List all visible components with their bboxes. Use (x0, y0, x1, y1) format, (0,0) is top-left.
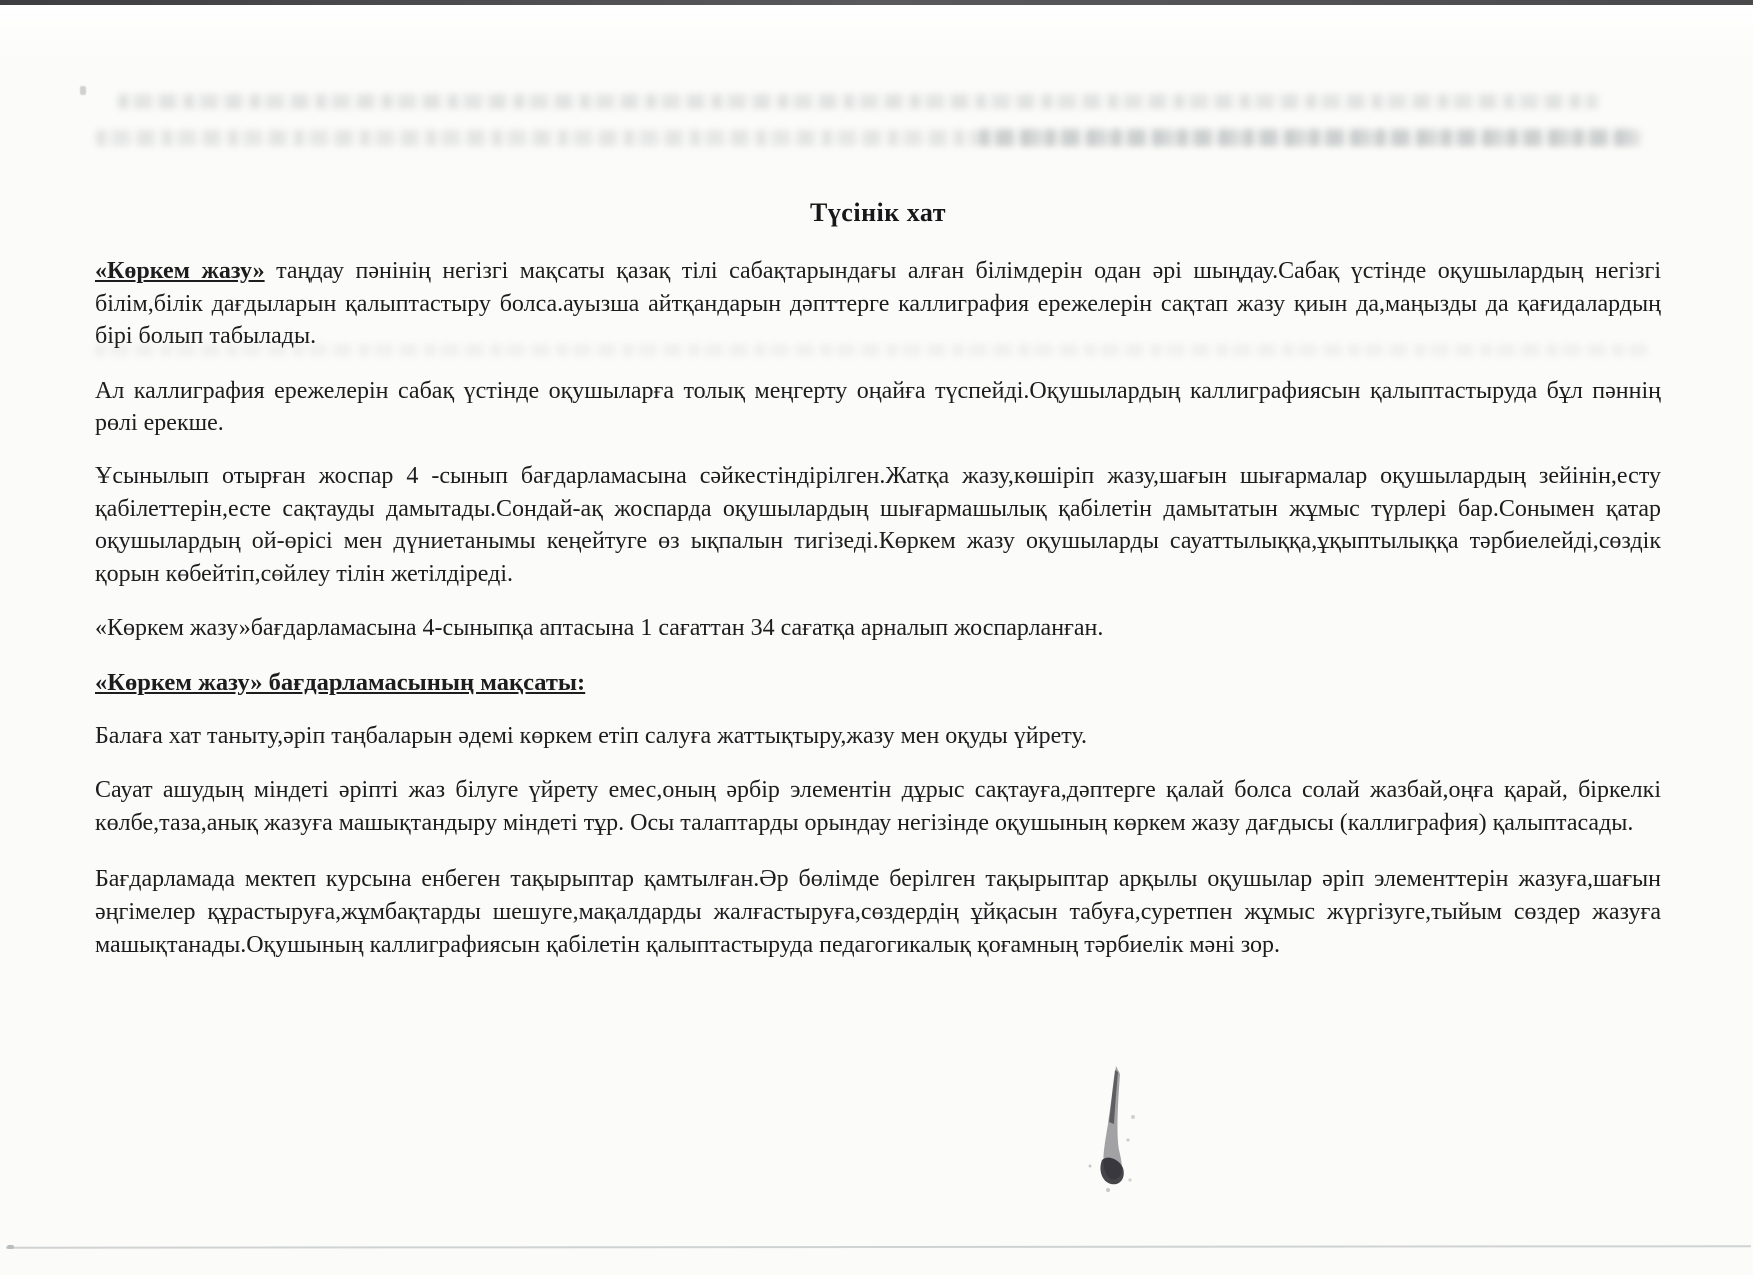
paragraph-intro (95, 255, 1661, 353)
paragraph-intro-text: таңдау пәнінің негізгі мақсаты қазақ тілі сабақтарындағы алған білімдерін одан әрі шыңдау.Сабақ үстінде оқушылардың негізгі білім,білік дағдыларын қалыптастыру болса.ауызша айтқандарын дәпттерге каллиграфия ережелерін сақтап жазу қиын да,маңызды да қағидалардың бірі болып табылады. (95, 258, 1661, 350)
paragraph-goal: Балаға хат таныту,әріп таңбаларын әдемі көркем етіп салуға жаттықтыру,жазу мен оқуды үйрету. (95, 722, 1088, 749)
paragraph-hours: «Көркем жазу»бағдарламасына 4-сыныпқа аптасына 1 сағаттан 34 сағатқа арналып жоспарланған. (95, 615, 1104, 642)
scan-speck (80, 86, 86, 95)
paragraph-plan-description: Ұсынылып отырған жоспар 4 -сынып бағдарламасына сәйкестіндірілген.Жатқа жазу,көшіріп жазу,шағын шығармалар оқушылардың зейінін,есту қабілеттерін,есте сақтауды дамытады.Сондай-ақ жоспарда оқушылардың шығармашылық қабілетін дамытатын жұмыс түрлері бар.Сонымен қатар оқушылардың ой-өрісі мен дүниетанымы кеңейтуге өз ықпалын тигізеді.Көркем жазу оқушыларды сауаттылыққа,ұқыптылыққа тәрбиелейді,сөздік қорын көбейтіп,сөйлеу тілін жетілдіреді. (95, 462, 1661, 587)
document-title: Түсінік хат (809, 198, 947, 227)
paragraph-literacy-task: Сауат ашудың міндеті әріпті жаз білуге үйрету емес,оның әрбір элементін дұрыс сақтауға,дәптерге қалай болса солай жазбай,оңға қарай, біркелкі көлбе,таза,анық жазуға машықтандыру міндеті тұр. Осы талаптарды орындау негізінде оқушының көркем жазу дағдысы (каллиграфия) қалыптасады. (95, 777, 1661, 836)
page-edge-shadow-nub (7, 1245, 14, 1249)
document-body (95, 0, 1661, 961)
section-heading-goal: «Көркем жазу» бағдарламасының мақсаты: (95, 668, 586, 696)
ink-smudge (1078, 1062, 1148, 1197)
paragraph-calligraphy-role: Ал каллиграфия ережелерін сабақ үстінде оқушыларға толық меңгерту оңайға түспейді.Оқушылардың каллиграфиясын қалыптастыруда бұл пәннің рөлі ерекше. (95, 377, 1661, 437)
page-edge-shadow (6, 1245, 1751, 1249)
paragraph-program-content: Бағдарламада мектеп курсына енбеген тақырыптар қамтылған.Әр бөлімде берілген тақырыптар арқылы оқушылар әріп элементтерін жазуға,шағын әңгімелер құрастыруға,жұмбақтарды шешуге,мақалдарды жалғастыруға,сөздердің ұйқасын табуға,суретпен жұмыс жүргізуге,тыйым сөздер жазуға машықтанады.Оқушының каллиграфиясын қабілетін қалыптастыруда педагогикалық қоғамның тәрбиелік мәні зор. (95, 866, 1661, 958)
bold-underlined-lead: «Көркем жазу» (95, 258, 265, 284)
